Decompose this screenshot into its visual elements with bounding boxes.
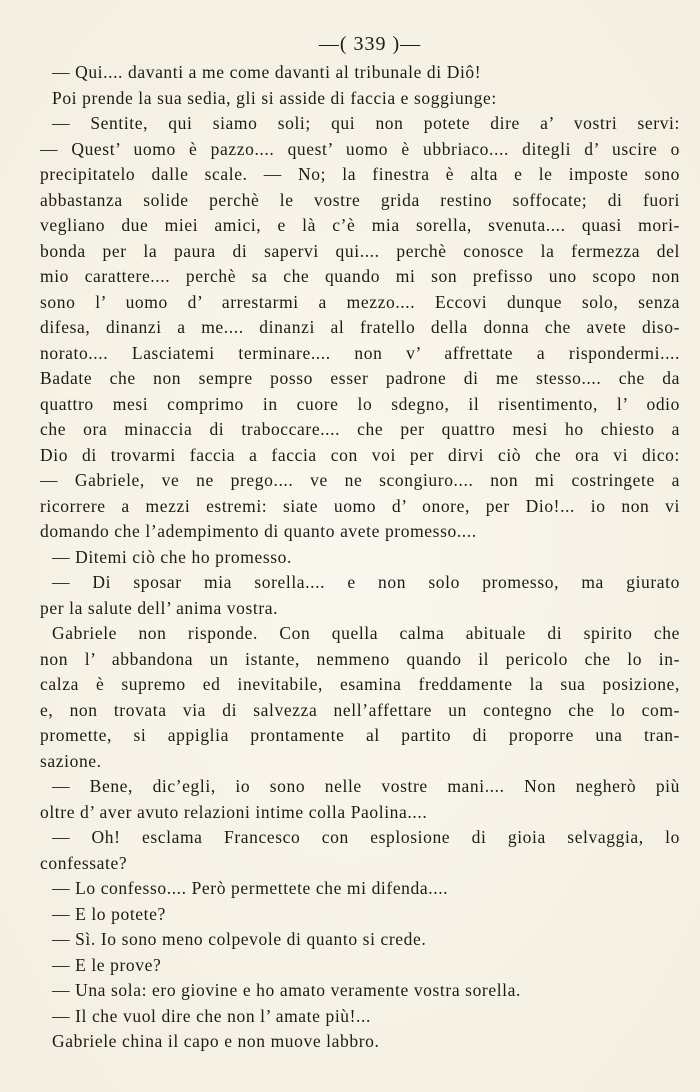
text-line: abbastanza solide perchè le vostre grida restino soffocate; di fuori — [40, 189, 680, 210]
text-line: — Bene, dic’egli, io sono nelle vostre mani.... Non negherò più — [52, 776, 680, 796]
text-line: confessate? — [40, 852, 128, 873]
text-line: — Quest’ uomo è pazzo.... quest’ uomo è ubbriaco.... ditegli d’ uscire o — [40, 138, 680, 159]
text-line: sazione. — [40, 750, 102, 771]
page-number: —( 339 )— — [318, 33, 422, 55]
text-line: — Sentite, qui siamo soli; qui non potete dire a’ vostri servi: — [52, 113, 680, 133]
text-line: non l’ abbandona un istante, nemmeno quando il pericolo che lo in- — [40, 648, 680, 669]
text-line: — E lo potete? — [52, 903, 166, 924]
text-line: quattro mesi comprimo in cuore lo sdegno, il risentimento, l’ odio — [40, 393, 680, 414]
text-line: per la salute dell’ anima vostra. — [40, 597, 279, 618]
text-line: oltre d’ aver avuto relazioni intime colla Paolina.... — [40, 801, 428, 822]
text-line: norato.... Lasciatemi terminare.... non v’ affrettate a rispondermi.... — [40, 342, 680, 363]
text-line: — Una sola: ero giovine e ho amato veramente vostra sorella. — [52, 980, 521, 1000]
text-line: — Lo confesso.... Però permettete che mi difenda.... — [52, 878, 449, 898]
text-line: Gabriele non risponde. Con quella calma abituale di spirito che — [52, 623, 680, 643]
text-line: difesa, dinanzi a me.... dinanzi al fratello della donna che avete diso- — [40, 317, 680, 337]
text-line: domando che l’adempimento di quanto avete promesso.... — [40, 521, 477, 541]
text-line: bonda per la paura di sapervi qui.... perchè conosce la fermezza del — [40, 240, 680, 261]
text-line: e, non trovata via di salvezza nell’affettare un contegno che lo com- — [40, 699, 680, 720]
text-line: Badate che non sempre posso esser padrone di me stesso.... che da — [40, 368, 680, 388]
text-line: — Sì. Io sono meno colpevole di quanto si crede. — [52, 929, 427, 949]
text-line: mio carattere.... perchè sa che quando mi son prefisso uno scopo non — [40, 266, 680, 286]
text-line: promette, si appiglia prontamente al partito di proporre una tran- — [40, 725, 680, 745]
text-line: — Ditemi ciò che ho promesso. — [52, 546, 292, 567]
text-line: calza è supremo ed inevitabile, esamina freddamente la sua posizione, — [40, 674, 680, 694]
text-line: Poi prende la sua sedia, gli si asside di faccia e soggiunge: — [52, 87, 497, 108]
text-line: — Gabriele, ve ne prego.... ve ne scongiuro.... non mi costringete a — [40, 470, 680, 490]
text-line: — Oh! esclama Francesco con esplosione di gioia selvaggia, lo — [52, 827, 680, 847]
page-body — [40, 60, 680, 1055]
text-line: Dio di trovarmi faccia a faccia con voi per dirvi ciò che ora vi dico: — [40, 444, 680, 465]
text-line: — Il che vuol dire che non l’ amate più!... — [52, 1005, 371, 1026]
text-line: Gabriele china il capo e non muove labbro. — [52, 1031, 380, 1051]
text-line: vegliano due miei amici, e là c’è mia sorella, svenuta.... quasi mori- — [40, 215, 680, 235]
text-line: ricorrere a mezzi estremi: siate uomo d’ onore, per Dio!... io non vi — [40, 495, 680, 516]
text-line: — Di sposar mia sorella.... e non solo promesso, ma giurato — [52, 572, 680, 592]
text-line: — Qui.... davanti a me come davanti al tribunale di Diô! — [52, 62, 482, 82]
text-line: sono l’ uomo d’ arrestarmi a mezzo.... Eccovi dunque solo, senza — [40, 291, 680, 312]
text-line: precipitatelo dalle scale. — No; la finestra è alta e le imposte sono — [40, 164, 680, 184]
text-line: che ora minaccia di traboccare.... che per quattro mesi ho chiesto a — [40, 419, 680, 439]
text-line: — E le prove? — [52, 954, 162, 975]
